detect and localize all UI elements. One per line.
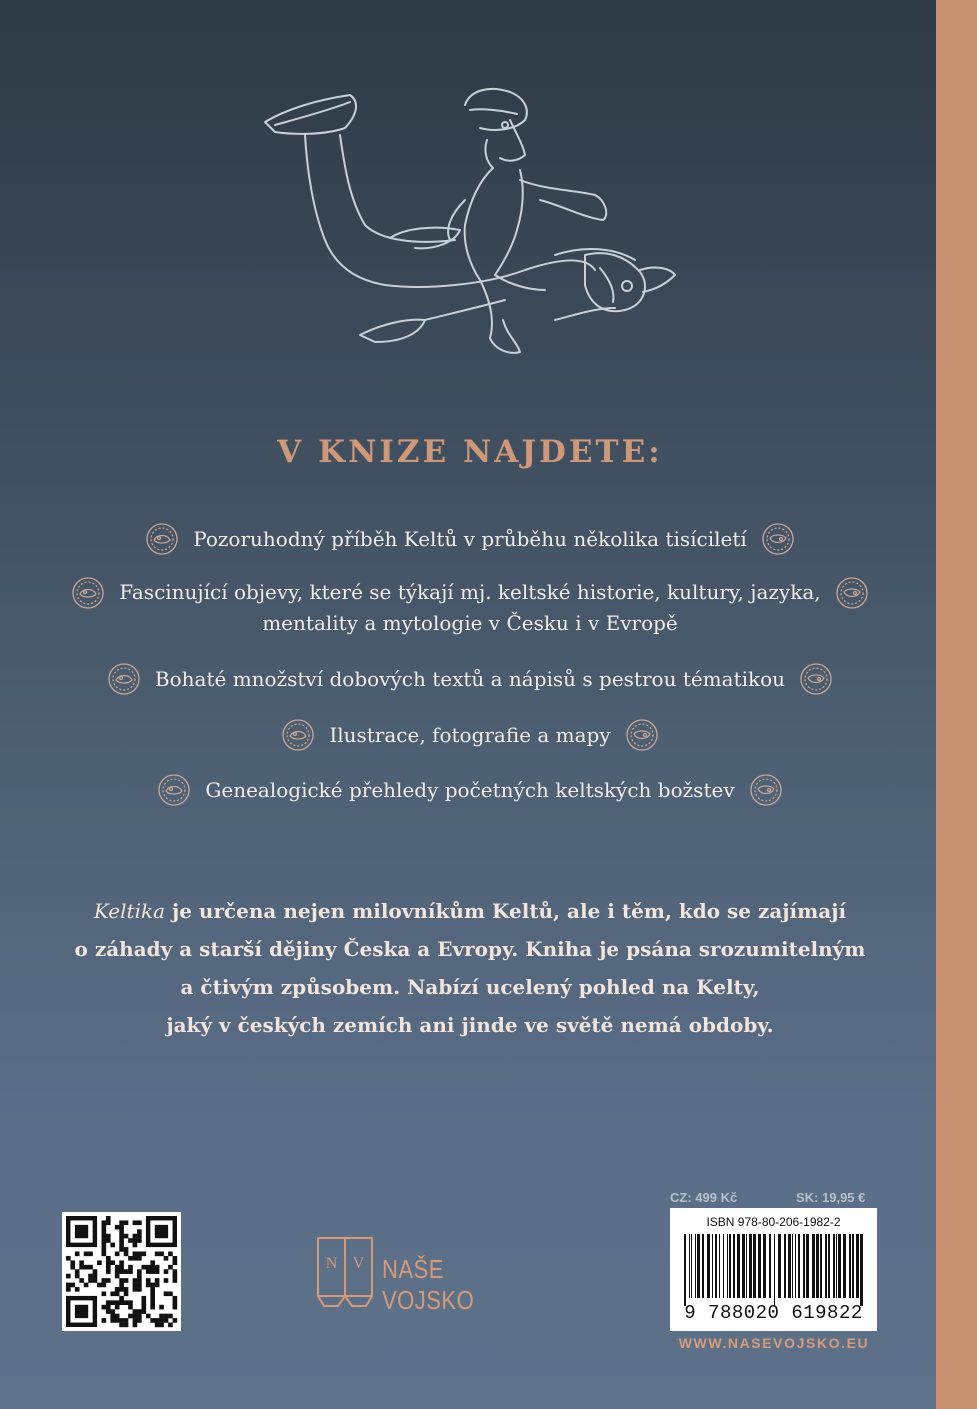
feature-text: Genealogické přehledy početných keltských božstev <box>205 777 735 802</box>
celtic-coin-icon <box>799 662 833 696</box>
celtic-coin-icon <box>107 662 141 696</box>
feature-text <box>105 577 834 639</box>
barcode-bars <box>678 1234 869 1306</box>
book-spine <box>936 0 977 1409</box>
celtic-coin-icon <box>835 576 869 610</box>
logo-letter-v: V <box>352 1255 365 1272</box>
section-heading: V KNIZE NAJDETE: <box>277 434 663 470</box>
logo-letter-n: N <box>325 1255 338 1272</box>
feature-text: Pozoruhodný příběh Keltů v průběhu několika tisíciletí <box>193 526 747 551</box>
celtic-coin-icon <box>625 718 659 752</box>
celtic-coin-icon <box>145 522 179 556</box>
feature-text: Ilustrace, fotografie a mapy <box>329 722 611 747</box>
feature-item <box>0 522 940 556</box>
feature-text-line: mentality a mytologie v Česku i v Evropě <box>262 611 678 635</box>
publisher-name: NAŠE VOJSKO <box>382 1254 475 1315</box>
description-line: o záhady a starší dějiny Česka a Evropy. Kniha je psána srozumitelným <box>74 937 866 961</box>
price-cz: CZ: 499 Kč <box>670 1190 738 1205</box>
feature-item <box>0 718 940 752</box>
description-line: a čtivým způsobem. Nabízí ucelený pohled na Kelty, <box>180 975 760 999</box>
price-sk: SK: 19,95 € <box>796 1190 866 1205</box>
celtic-coin-icon <box>749 773 783 807</box>
isbn-label: ISBN 978-80-206-1982-2 <box>706 1215 841 1229</box>
publisher-block <box>314 1232 554 1315</box>
description-line <box>40 892 900 930</box>
feature-text-line: Fascinující objevy, které se týkají mj. keltské historie, kultury, jazyka, <box>119 580 821 604</box>
feature-item <box>0 773 940 807</box>
isbn-barcode <box>670 1208 877 1331</box>
celtic-coin-icon <box>761 522 795 556</box>
feature-text: Bohaté množství dobových textů a nápisů s pestrou tématikou <box>154 666 786 691</box>
celtic-rider-illustration <box>255 80 685 370</box>
description-line: jaký v českých zemích ani jinde ve světě nemá obdoby. <box>166 1013 774 1037</box>
feature-item <box>0 662 940 696</box>
qr-code <box>62 1212 181 1331</box>
celtic-coin-icon <box>71 576 105 610</box>
book-title: Keltika <box>93 899 166 923</box>
publisher-logo <box>314 1232 376 1312</box>
feature-item <box>0 577 940 639</box>
celtic-coin-icon <box>281 718 315 752</box>
barcode-digits: 9 788020 619822 <box>684 1302 863 1324</box>
celtic-coin-icon <box>157 773 191 807</box>
website-link[interactable]: WWW.NASEVOJSKO.EU <box>678 1335 870 1351</box>
book-description <box>40 892 900 1044</box>
description-text: je určena nejen milovníkům Keltů, ale i těm, kdo se zajímají <box>165 899 847 923</box>
